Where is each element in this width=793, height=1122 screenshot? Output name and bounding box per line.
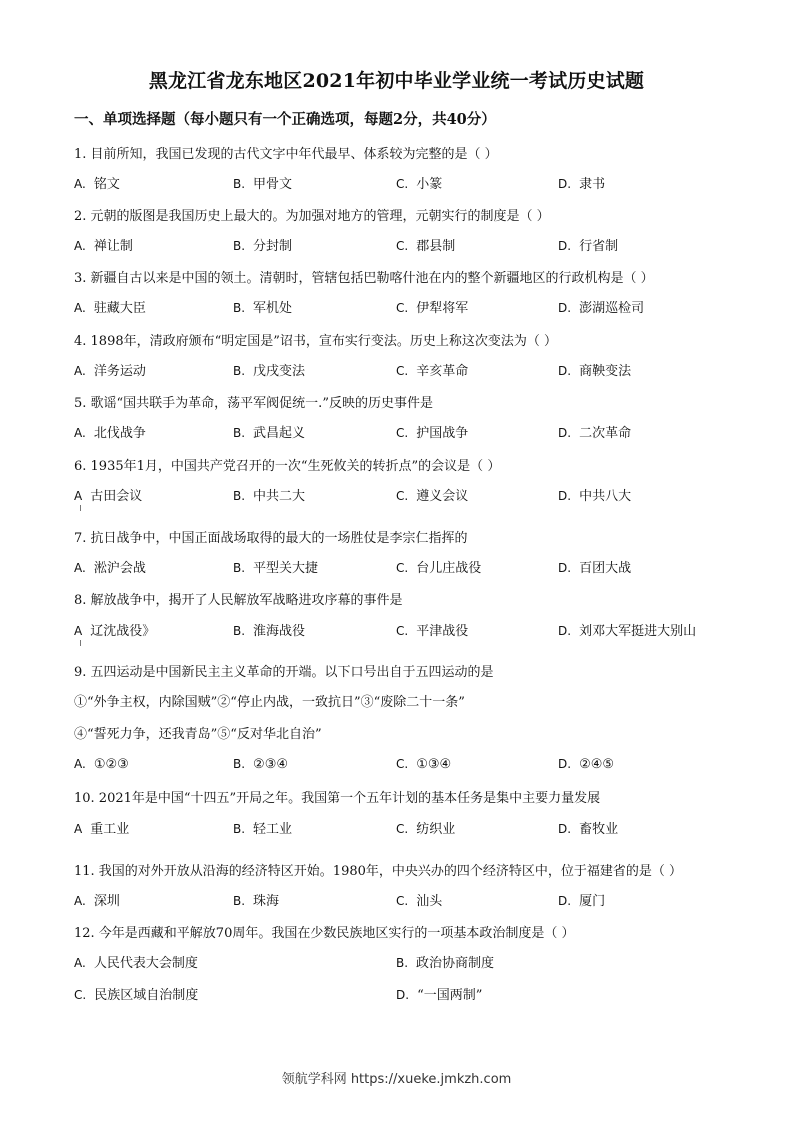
section-heading: 一、单项选择题（每小题只有一个正确选项，每题2分，共40分） — [74, 111, 496, 128]
answer-option — [396, 297, 468, 316]
option-text: 政治协商制度 — [416, 956, 495, 971]
option-text: 二次革命 — [579, 426, 632, 441]
answer-option — [396, 485, 468, 504]
answer-option — [74, 422, 146, 441]
option-letter: A — [74, 489, 83, 503]
page-footer-watermark: 领航学科网 https://xueke.jmkzh.com — [281, 1072, 512, 1087]
question-stem: 4. 1898年，清政府颁布“明定国是”诏书，宣布实行变法。历史上称这次变法为（ ） — [74, 334, 558, 349]
option-letter: D. — [558, 894, 572, 908]
answer-option — [396, 173, 442, 192]
option-letter: B. — [233, 177, 246, 191]
answer-option — [396, 557, 481, 576]
answer-option — [396, 890, 442, 909]
option-letter: D. — [558, 489, 572, 503]
option-letter: C. — [396, 624, 409, 638]
answer-option — [74, 952, 198, 971]
answer-option — [74, 297, 146, 316]
option-letter: B. — [233, 624, 246, 638]
option-text: ②③④ — [253, 757, 289, 772]
option-text: ②④⑤ — [579, 757, 615, 772]
answer-option — [74, 757, 129, 772]
option-text: 遵义会议 — [416, 489, 469, 504]
option-text: 隶书 — [579, 177, 606, 192]
option-text: 洋务运动 — [93, 364, 146, 379]
option-text: 纺织业 — [416, 822, 456, 837]
option-letter: C. — [396, 239, 409, 253]
option-letter: C. — [396, 177, 409, 191]
answer-option — [396, 818, 455, 837]
option-letter: B. — [233, 301, 246, 315]
option-letter: C. — [396, 489, 409, 503]
answer-option — [74, 173, 120, 192]
option-letter: B. — [233, 489, 246, 503]
question-stem: 12. 今年是西藏和平解放70周年。我国在少数民族地区实行的一项基本政治制度是（ ） — [74, 926, 575, 941]
question-statement-line: ①“外争主权，内除国贼”②“停止内战，一致抗日”③“废除二十一条” — [74, 695, 465, 710]
option-text: 分封制 — [253, 239, 293, 254]
option-text: ①③④ — [416, 757, 452, 772]
exam-title: 黑龙江省龙东地区2021年初中毕业学业统一考试历史试题 — [148, 70, 645, 92]
answer-option — [558, 422, 631, 441]
option-letter: D. — [558, 301, 572, 315]
option-letter: A. — [74, 364, 86, 378]
answer-option — [558, 485, 631, 504]
answer-option — [233, 173, 292, 192]
option-text: 平型关大捷 — [253, 561, 319, 576]
answer-option — [558, 818, 618, 837]
question-stem: 1. 目前所知，我国已发现的古代文字中年代最早、体系较为完整的是（ ） — [74, 147, 498, 162]
answer-option — [233, 422, 305, 441]
option-text: 澎湖巡检司 — [579, 301, 645, 316]
question-stem: 11. 我国的对外开放从沿海的经济特区开始。1980年，中央兴办的四个经济特区中，位于福建省的是（ ） — [74, 864, 683, 879]
answer-option — [233, 360, 305, 379]
option-letter: C. — [396, 757, 409, 771]
option-letter: B. — [233, 757, 246, 771]
option-letter: A. — [74, 301, 86, 315]
answer-option — [74, 890, 120, 909]
option-text: 小篆 — [416, 177, 443, 192]
option-letter: D. — [558, 177, 572, 191]
option-text: 刘邓大军挺进大别山 — [579, 624, 697, 639]
option-text: 护国战争 — [416, 426, 469, 441]
option-letter: A. — [74, 239, 86, 253]
question-stem: 10. 2021年是中国“十四五”开局之年。我国第一个五年计划的基本任务是集中主要力量发展 — [74, 791, 601, 806]
option-letter: C. — [396, 426, 409, 440]
answer-option — [396, 952, 494, 971]
answer-option — [396, 620, 468, 639]
question-stem: 2. 元朝的版图是我国历史上最大的。为加强对地方的管理，元朝实行的制度是（ ） — [74, 209, 550, 224]
answer-option — [233, 818, 292, 837]
answer-option — [233, 235, 292, 254]
option-text: “一国两制” — [417, 988, 483, 1003]
option-text: 台儿庄战役 — [416, 561, 482, 576]
option-text: 禅让制 — [93, 239, 133, 254]
option-letter: A — [74, 822, 83, 836]
answer-option — [558, 890, 605, 909]
question-stem: 3. 新疆自古以来是中国的领土。清朝时，管辖包括巴勒喀什池在内的整个新疆地区的行政机构是（ ） — [74, 271, 654, 286]
answer-option — [233, 485, 305, 504]
option-text: ①②③ — [93, 757, 129, 772]
answer-option — [233, 297, 292, 316]
option-letter: A. — [74, 757, 86, 771]
answer-option — [74, 984, 198, 1003]
answer-option — [396, 984, 482, 1003]
scan-mark — [80, 505, 81, 511]
option-letter: B. — [233, 239, 246, 253]
option-letter: B. — [396, 956, 409, 970]
answer-option — [74, 818, 129, 837]
option-letter: B. — [233, 364, 246, 378]
option-text: 畜牧业 — [579, 822, 619, 837]
option-letter: D. — [558, 364, 572, 378]
answer-option — [74, 620, 155, 639]
option-text: 武昌起义 — [253, 426, 306, 441]
option-text: 辛亥革命 — [416, 364, 469, 379]
option-text: 商鞅变法 — [579, 364, 632, 379]
option-letter: B. — [233, 822, 246, 836]
option-text: 淞沪会战 — [93, 561, 146, 576]
option-letter: D. — [558, 822, 572, 836]
option-letter: A. — [74, 177, 86, 191]
option-letter: C. — [396, 822, 409, 836]
answer-option — [396, 360, 468, 379]
option-text: 厦门 — [579, 894, 606, 909]
option-text: 轻工业 — [253, 822, 293, 837]
option-text: 民族区域自治制度 — [94, 988, 199, 1003]
option-text: 淮海战役 — [253, 624, 306, 639]
option-text: 汕头 — [416, 894, 443, 909]
option-text: 铭文 — [93, 177, 120, 192]
option-letter: C. — [396, 301, 409, 315]
option-text: 驻藏大臣 — [93, 301, 146, 316]
question-stem: 8. 解放战争中，揭开了人民解放军战略进攻序幕的事件是 — [74, 593, 403, 608]
option-text: 北伐战争 — [93, 426, 146, 441]
option-letter: B. — [233, 426, 246, 440]
option-text: 中共八大 — [579, 489, 632, 504]
answer-option — [233, 620, 305, 639]
answer-option — [233, 757, 288, 772]
option-text: 行省制 — [579, 239, 619, 254]
option-letter: D. — [558, 624, 572, 638]
answer-option — [558, 757, 614, 772]
option-text: 军机处 — [253, 301, 293, 316]
answer-option — [74, 485, 142, 504]
answer-option — [74, 235, 133, 254]
option-letter: B. — [233, 561, 246, 575]
question-stem: 6. 1935年1月，中国共产党召开的一次“生死攸关的转折点”的会议是（ ） — [74, 459, 501, 474]
option-letter: A. — [74, 561, 86, 575]
question-stem: 9. 五四运动是中国新民主主义革命的开端。以下口号出自于五四运动的是 — [74, 665, 494, 680]
answer-option — [558, 235, 618, 254]
option-text: 辽沈战役》 — [90, 624, 156, 639]
option-text: 平津战役 — [416, 624, 469, 639]
option-letter: A. — [74, 426, 86, 440]
option-text: 深圳 — [93, 894, 120, 909]
answer-option — [396, 757, 451, 772]
option-letter: C. — [396, 364, 409, 378]
option-text: 珠海 — [253, 894, 280, 909]
answer-option — [396, 235, 455, 254]
question-stem: 5. 歌谣“国共联手为革命，荡平军阀促统一.”反映的历史事件是 — [74, 396, 433, 411]
option-letter: B. — [233, 894, 246, 908]
answer-option — [558, 297, 644, 316]
option-letter: D. — [558, 561, 572, 575]
answer-option — [558, 360, 631, 379]
answer-option — [74, 557, 146, 576]
scan-mark — [80, 640, 81, 646]
option-letter: A — [74, 624, 83, 638]
option-text: 中共二大 — [253, 489, 306, 504]
option-text: 戊戌变法 — [253, 364, 306, 379]
option-letter: C. — [396, 561, 409, 575]
option-letter: D. — [558, 757, 572, 771]
answer-option — [558, 173, 605, 192]
option-text: 郡县制 — [416, 239, 456, 254]
answer-option — [233, 890, 279, 909]
question-statement-line: ④“誓死力争，还我青岛”⑤“反对华北自治” — [74, 727, 322, 742]
answer-option — [233, 557, 318, 576]
option-letter: D. — [396, 988, 410, 1002]
question-stem: 7. 抗日战争中，中国正面战场取得的最大的一场胜仗是李宗仁指挥的 — [74, 531, 468, 546]
option-letter: A. — [74, 894, 86, 908]
option-text: 重工业 — [90, 822, 130, 837]
answer-option — [558, 620, 696, 639]
option-letter: A. — [74, 956, 86, 970]
option-text: 甲骨文 — [253, 177, 293, 192]
option-letter: C. — [396, 894, 409, 908]
answer-option — [74, 360, 146, 379]
option-text: 人民代表大会制度 — [93, 956, 198, 971]
answer-option — [558, 557, 631, 576]
option-letter: D. — [558, 239, 572, 253]
option-text: 百团大战 — [579, 561, 632, 576]
option-text: 伊犁将军 — [416, 301, 469, 316]
option-text: 古田会议 — [90, 489, 143, 504]
answer-option — [396, 422, 468, 441]
option-letter: D. — [558, 426, 572, 440]
option-letter: C. — [74, 988, 87, 1002]
